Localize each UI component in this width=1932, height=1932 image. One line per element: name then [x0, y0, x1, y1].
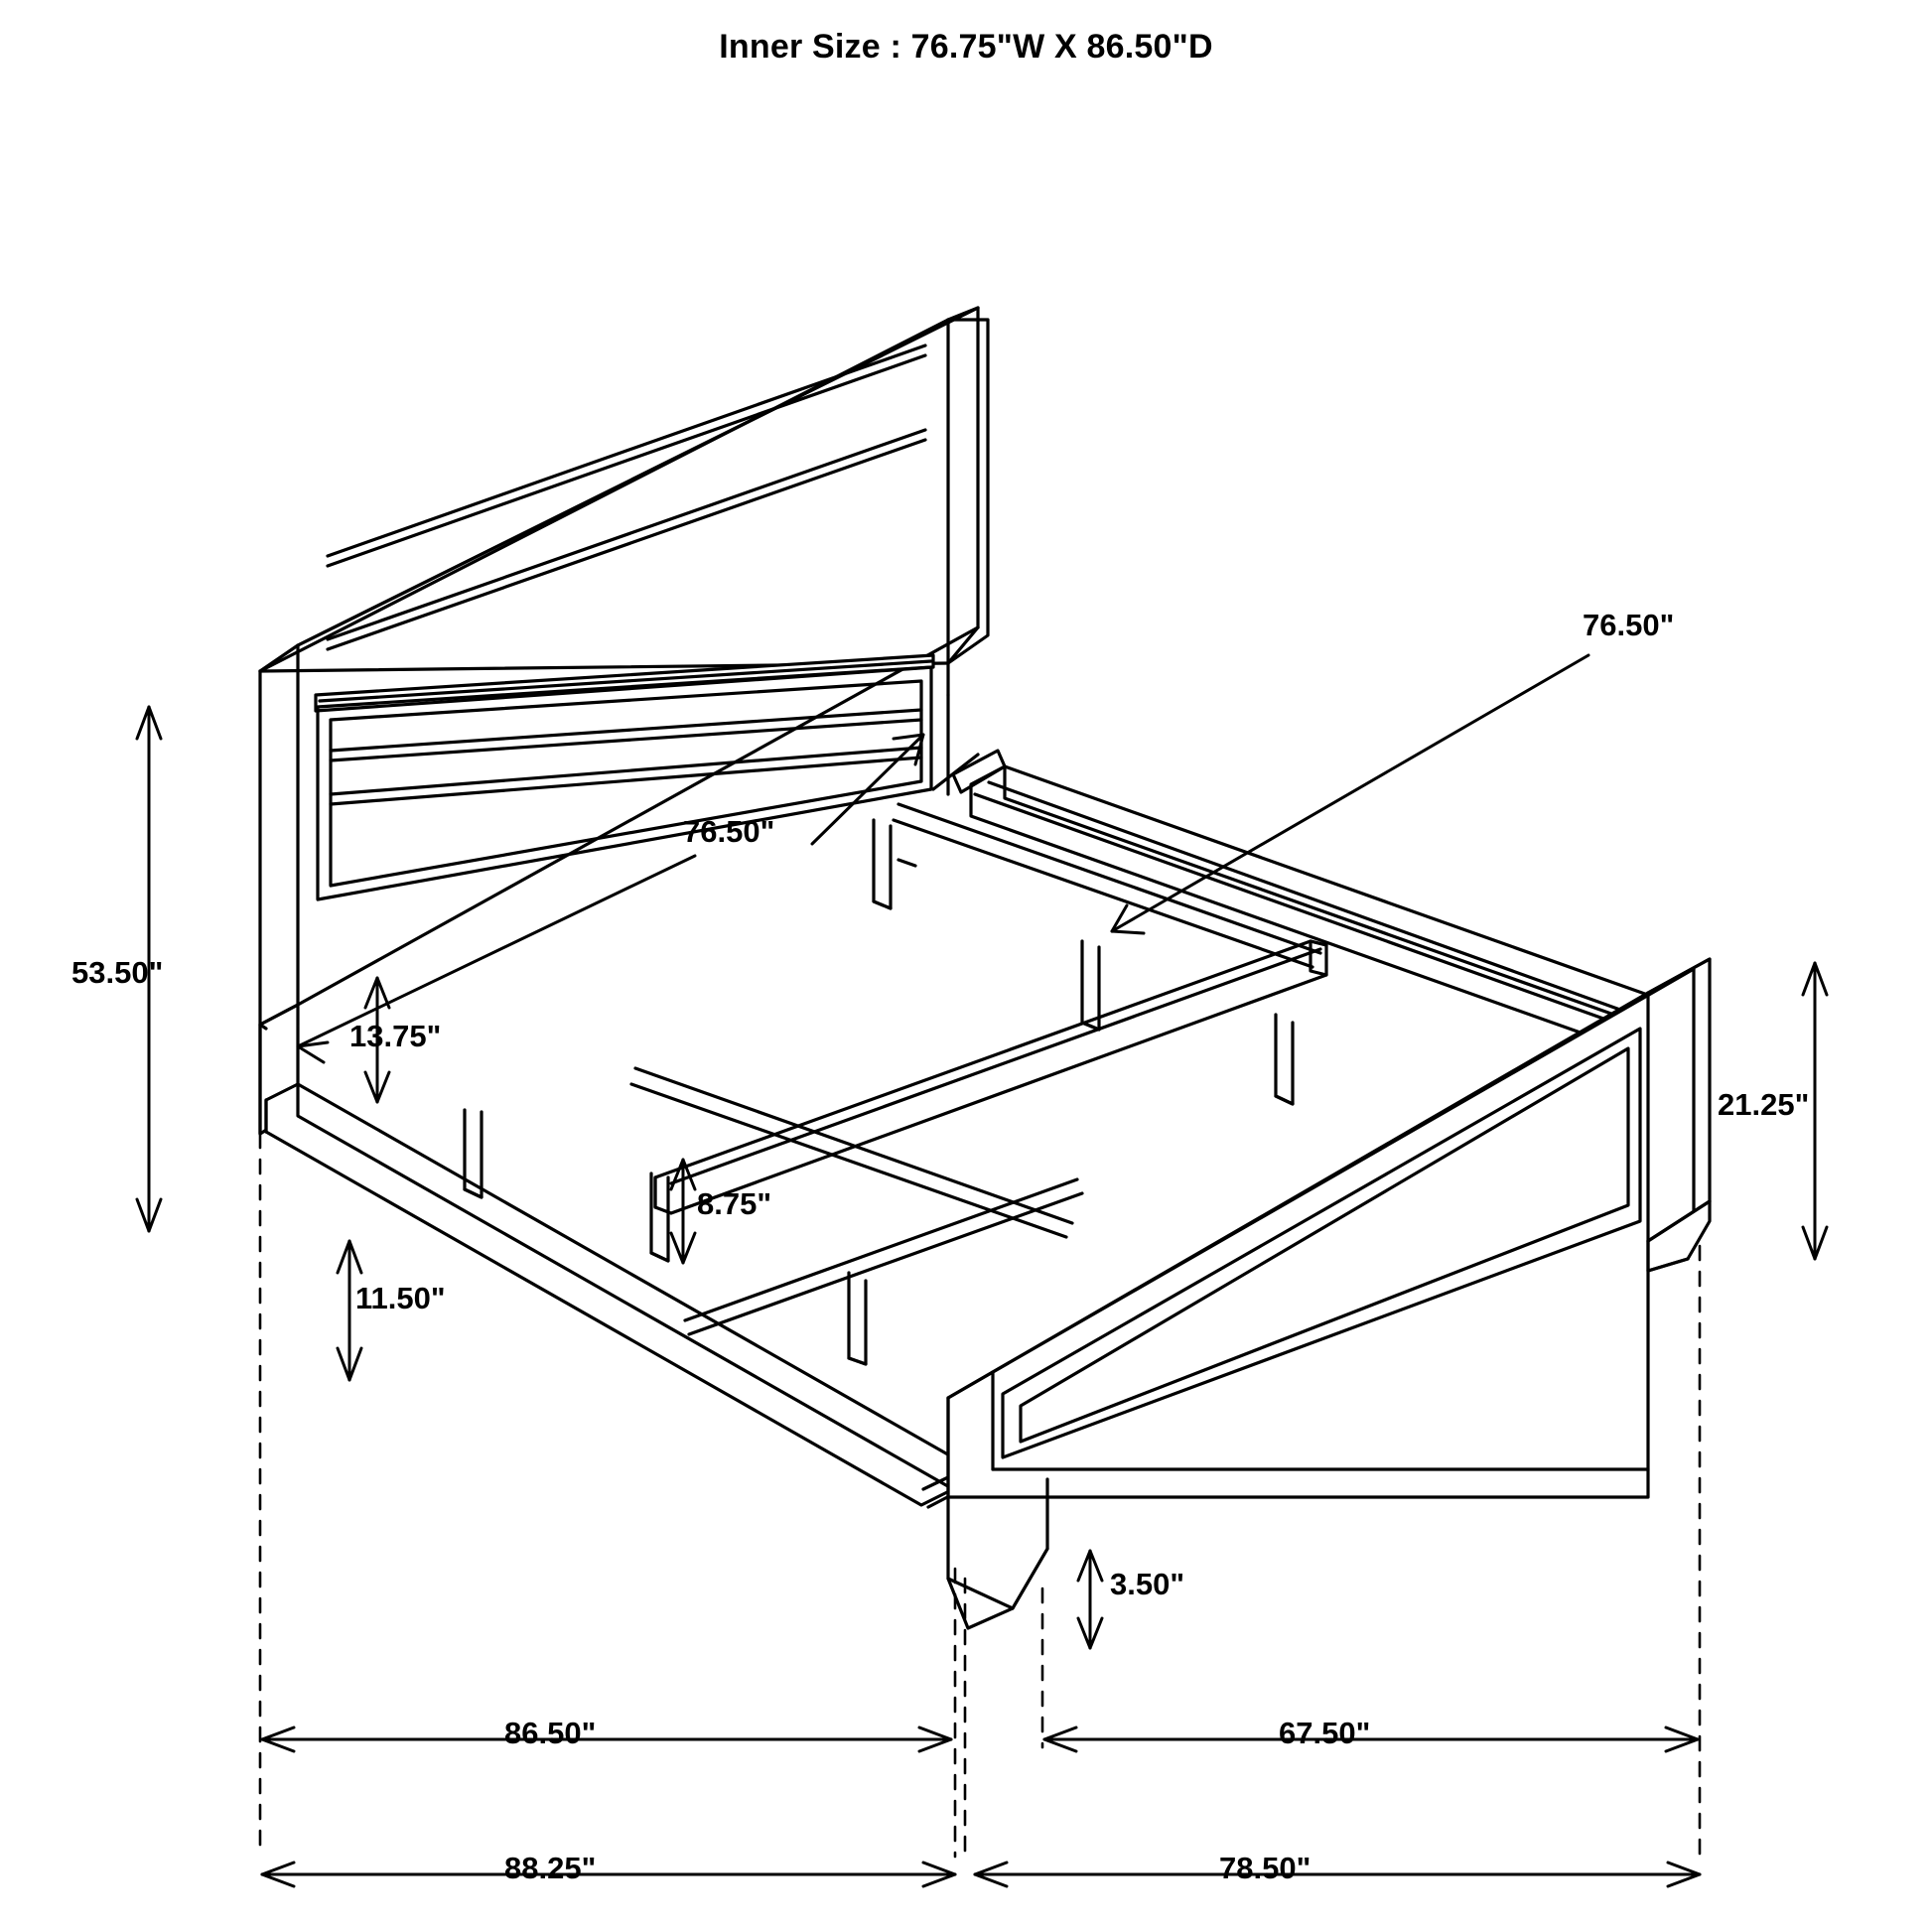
dim-footboard-inner-width: 67.50": [1279, 1716, 1371, 1750]
dim-rail-height-from-floor: 11.50": [355, 1281, 446, 1315]
page-title: Inner Size : 76.75"W X 86.50"D: [719, 28, 1213, 66]
dim-footboard-height: 21.25": [1718, 1087, 1810, 1122]
dim-inner-depth: 86.50": [504, 1716, 597, 1750]
dim-footboard-outer-width: 78.50": [1219, 1851, 1311, 1885]
dim-headboard-height: 53.50": [71, 955, 164, 990]
dim-headboard-panel-drop: 13.75": [349, 1019, 442, 1053]
dim-footboard-foot-clearance: 3.50": [1110, 1567, 1185, 1601]
dim-rail-inner-width: 76.50": [1583, 608, 1675, 642]
dim-headboard-inner-width: 76.50": [683, 814, 775, 849]
dim-center-support-height: 8.75": [697, 1186, 772, 1221]
headboard-group: [260, 308, 988, 1134]
dim-outer-depth: 88.25": [504, 1851, 597, 1885]
